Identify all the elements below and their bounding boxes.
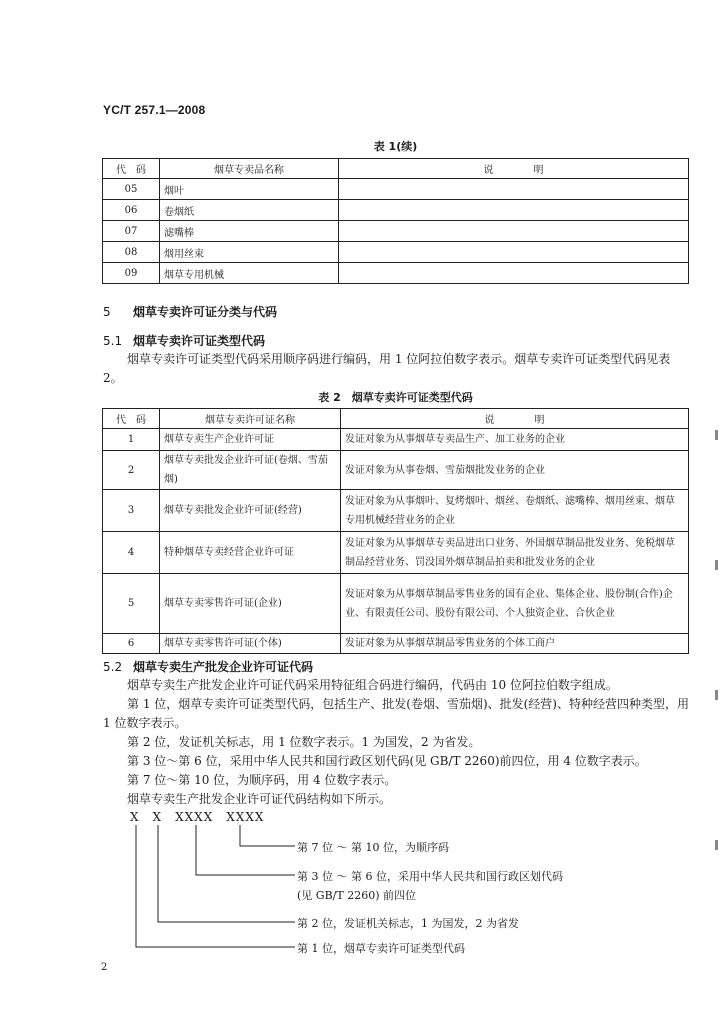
table1-cell-code: 07 [103,221,160,242]
section-title: 烟草专卖许可证类型代码 [133,334,266,348]
table-row [103,429,689,451]
table1-cell-name: 烟叶 [160,179,339,200]
table2-header-row [103,409,689,429]
table-row [103,200,689,221]
table2-header-desc: 说 明 [341,409,689,429]
diagram-label-issuer: 第 2 位，发证机关标志，1 为国发，2 为省发 [297,917,519,930]
table2-cell-code: 5 [103,574,160,634]
diagram-label-region-note: (见 GB/T 2260) 前四位 [297,889,416,902]
table2-header-name: 烟草专卖许可证名称 [160,409,341,429]
table2-cell-name: 烟草专卖零售许可证(个体) [160,634,341,654]
table2-caption: 表 2 烟草专卖许可证类型代码 [318,391,473,404]
section-number: 5.2 [103,660,123,674]
page-number: 2 [101,962,108,973]
table-row [103,451,689,490]
table-row [103,221,689,242]
table2-cell-desc: 发证对象为从事烟叶、复烤烟叶、烟丝、卷烟纸、滤嘴棒、烟用丝束、烟草专用机械经营业务的企业 [341,490,689,532]
table2-cell-code: 4 [103,532,160,574]
section-5-2-heading [103,658,313,675]
table1-cell-name: 滤嘴棒 [160,221,339,242]
table1 [102,158,689,284]
paragraph-5-2-4: 第 3 位～第 6 位，采用中华人民共和国行政区划代码(见 GB/T 2260)前四位，用 4 位数字表示。 [127,754,647,768]
code-structure-diagram [100,808,700,968]
table2-cell-desc: 发证对象为从事烟草制品零售业务的国有企业、集体企业、股份制(合作)企业、有限责任公司、股份有限公司、个人独资企业、合伙企业 [341,574,689,634]
table-row [103,242,689,263]
table2-cell-code: 2 [103,451,160,490]
table-row [103,263,689,284]
table1-cell-code: 06 [103,200,160,221]
table1-header-code: 代 码 [103,159,160,179]
paragraph-5-2-1: 烟草专卖生产批发企业许可证代码采用特征组合码进行编码，代码由 10 位阿拉伯数字组成。 [127,678,618,692]
paragraph-5-1: 烟草专卖许可证类型代码采用顺序码进行编码，用 1 位阿拉伯数字表示。烟草专卖许可证类型代码见表 2。 [103,352,671,385]
code-pattern: X X XXXX XXXX [130,810,265,824]
table1-cell-name: 烟草专用机械 [160,263,339,284]
section-5-heading [103,303,277,320]
paragraph-5-2-2: 第 1 位，烟草专卖许可证类型代码，包括生产、批发(卷烟、雪茄烟)、批发(经营)、特种经营四种类型，用 1 位数字表示。 [103,697,689,730]
table1-caption: 表 1(续) [373,140,418,153]
table-row [103,574,689,634]
table1-cell-code: 08 [103,242,160,263]
table1-cell-name: 烟用丝束 [160,242,339,263]
table2-cell-desc: 发证对象为从事烟草专卖品生产、加工业务的企业 [341,429,689,451]
table2-cell-name: 烟草专卖零售许可证(企业) [160,574,341,634]
table1-header-name: 烟草专卖品名称 [160,159,339,179]
scan-margin-mark [715,840,718,850]
table1-header-row [103,159,689,179]
table1-cell-code: 09 [103,263,160,284]
table2 [102,408,689,654]
table1-cell-name: 卷烟纸 [160,200,339,221]
table-row [103,490,689,532]
diagram-label-region: 第 3 位 ～ 第 6 位，采用中华人民共和国行政区划代码 [297,870,563,883]
table2-cell-name: 烟草专卖批发企业许可证(经营) [160,490,341,532]
paragraph-5-2-6: 烟草专卖生产批发企业许可证代码结构如下所示。 [127,792,392,806]
section-title: 烟草专卖生产批发企业许可证代码 [133,660,314,674]
section-5-1-heading [103,332,265,349]
table2-cell-desc: 发证对象为从事烟草制品零售业务的个体工商户 [341,634,689,654]
table1-cell-desc [339,200,689,221]
table1-cell-desc [339,221,689,242]
table-row [103,634,689,654]
table2-cell-desc: 发证对象为从事卷烟、雪茄烟批发业务的企业 [341,451,689,490]
table2-cell-name: 烟草专卖批发企业许可证(卷烟、雪茄烟) [160,451,341,490]
section-number: 5.1 [103,334,123,348]
table2-cell-name: 特种烟草专卖经营企业许可证 [160,532,341,574]
diagram-label-type: 第 1 位，烟草专卖许可证类型代码 [297,942,465,955]
paragraph-5-2-5: 第 7 位～第 10 位，为顺序码，用 4 位数字表示。 [127,773,397,787]
table2-header-code: 代 码 [103,409,160,429]
table1-cell-desc [339,263,689,284]
table2-cell-desc: 发证对象为从事烟草专卖品进出口业务、外国烟草制品批发业务、免税烟草制品经营业务、罚没国外烟草制品拍卖和批发业务的企业 [341,532,689,574]
scan-margin-mark [715,690,718,700]
scan-margin-mark [715,430,718,440]
table-row [103,532,689,574]
table-row [103,179,689,200]
table1-cell-desc [339,179,689,200]
table2-cell-name: 烟草专卖生产企业许可证 [160,429,341,451]
table1-cell-code: 05 [103,179,160,200]
section-title: 烟草专卖许可证分类与代码 [133,305,278,319]
table2-cell-code: 1 [103,429,160,451]
table1-cell-desc [339,242,689,263]
document-header: YC/T 257.1—2008 [103,103,206,117]
diagram-label-seq: 第 7 位 ～ 第 10 位，为顺序码 [297,841,449,854]
table2-cell-code: 6 [103,634,160,654]
paragraph-5-2-3: 第 2 位，发证机关标志，用 1 位数字表示。1 为国发，2 为省发。 [127,735,481,749]
scan-margin-mark [715,560,718,570]
table2-cell-code: 3 [103,490,160,532]
section-number: 5 [103,305,111,319]
table1-header-desc: 说 明 [339,159,689,179]
